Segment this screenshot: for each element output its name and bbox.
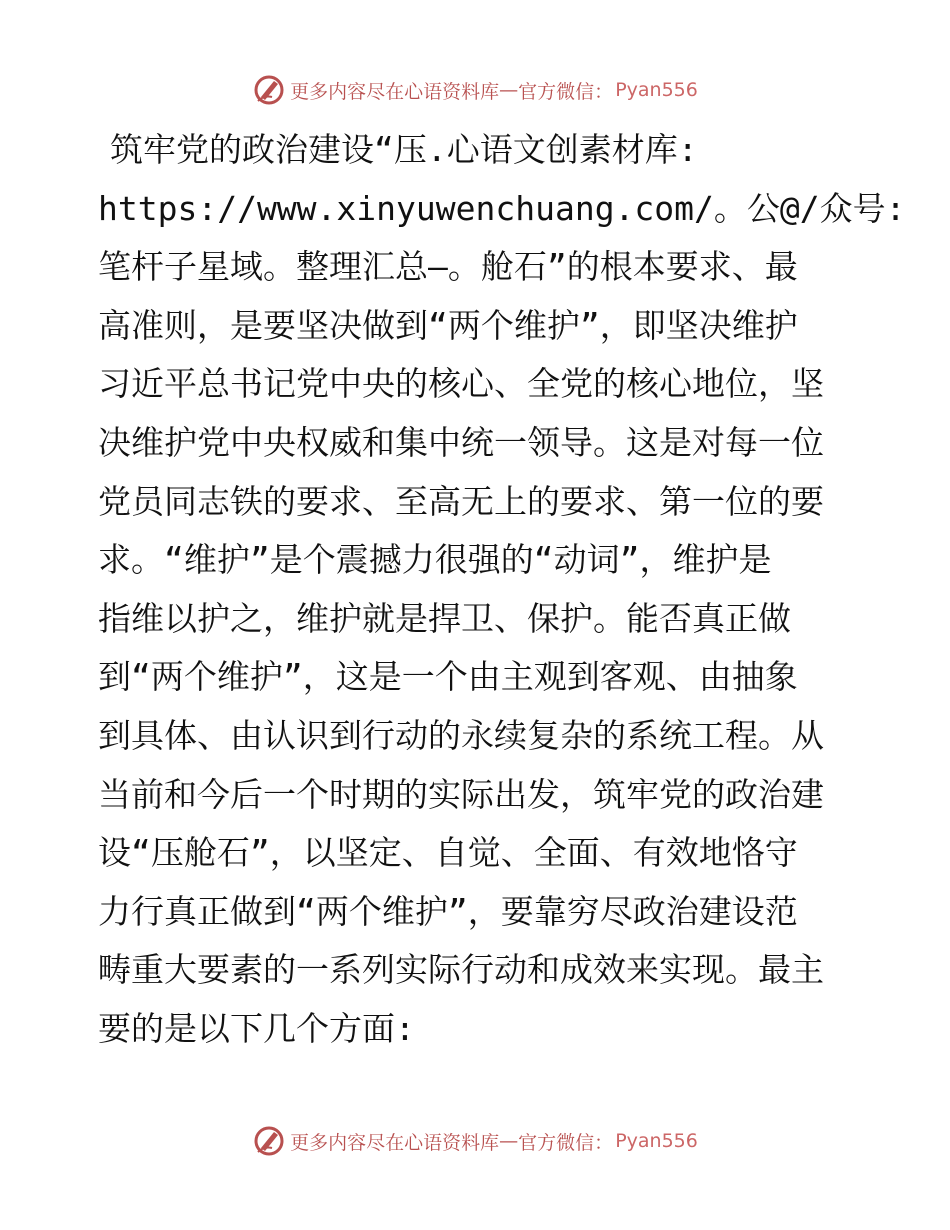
body-line: 求。“维护”是个震撼力很强的“动词”，维护是 — [98, 540, 772, 580]
watermark-text: 更多内容尽在心语资料库 — [290, 80, 500, 103]
footer-watermark — [0, 1124, 950, 1158]
watermark-official-label: 官方微信： — [518, 80, 614, 103]
body-line: 笔杆子星域。整理汇总—。舱石”的根本要求、最 — [98, 247, 798, 287]
body-line: 设“压舱石”，以坚定、自觉、全面、有效地恪守 — [98, 833, 798, 873]
document-body — [98, 121, 906, 1059]
body-line: 要的是以下几个方面: — [98, 1008, 415, 1048]
body-line: https://www.xinyuwenchuang.com/。公@/众号: — [98, 188, 906, 228]
body-line: 力行真正做到“两个维护”，要靠穷尽政治建设范 — [98, 891, 798, 931]
body-line: 习近平总书记党中央的核心、全党的核心地位，坚 — [98, 364, 824, 404]
body-line: 畴重大要素的一系列实际行动和成效来实现。最主 — [98, 950, 824, 990]
body-line: 到“两个维护”，这是一个由主观到客观、由抽象 — [98, 657, 798, 697]
watermark-text: 更多内容尽在心语资料库 — [290, 1131, 500, 1154]
watermark-logo-icon — [252, 1124, 286, 1158]
body-line: 党员同志铁的要求、至高无上的要求、第一位的要 — [98, 481, 824, 521]
body-line: 当前和今后一个时期的实际出发，筑牢党的政治建 — [98, 774, 824, 814]
watermark-wechat-id: Pyan556 — [615, 79, 698, 101]
body-line: 筑牢党的政治建设“压.心语文创素材库: — [110, 130, 698, 169]
watermark-logo-icon — [252, 73, 286, 107]
body-line: 到具体、由认识到行动的永续复杂的系统工程。从 — [98, 715, 824, 755]
body-line: 指维以护之，维护就是捍卫、保护。能否真正做 — [98, 598, 791, 638]
body-line: 决维护党中央权威和集中统一领导。这是对每一位 — [98, 422, 824, 462]
watermark-separator: — — [499, 79, 519, 101]
watermark-separator: — — [499, 1130, 519, 1152]
watermark-official-label: 官方微信： — [518, 1131, 614, 1154]
watermark-wechat-id: Pyan556 — [615, 1130, 698, 1152]
body-line: 高准则，是要坚决做到“两个维护”，即坚决维护 — [98, 305, 798, 345]
header-watermark — [0, 73, 950, 107]
